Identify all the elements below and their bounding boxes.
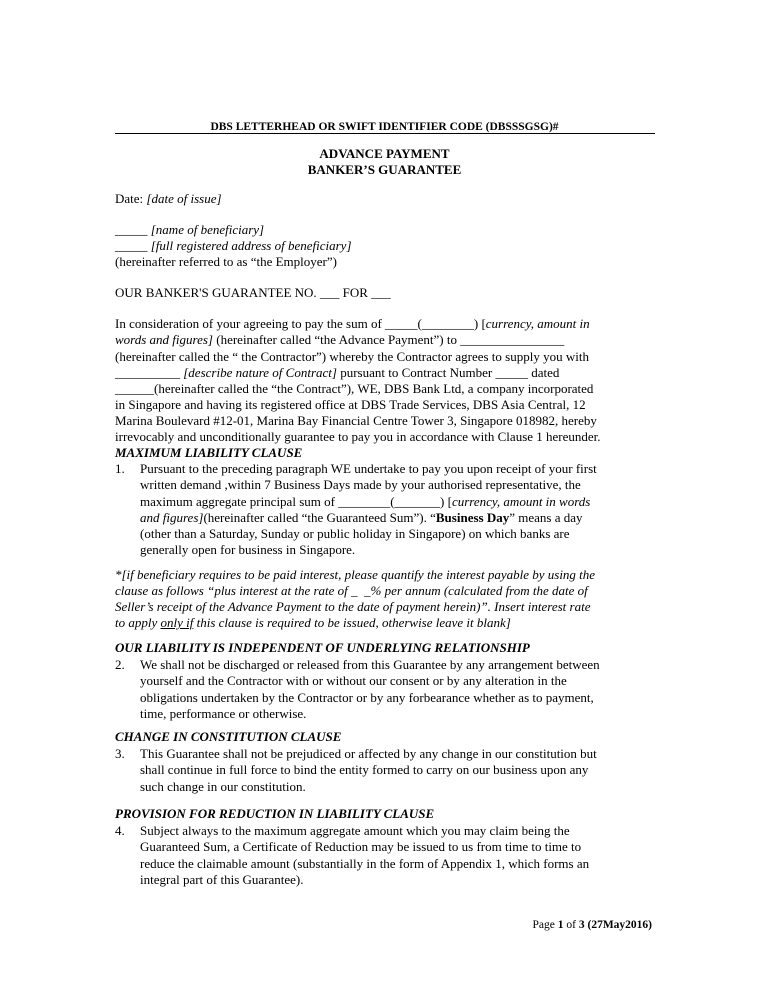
blank: _____: [115, 238, 151, 253]
date-value: [date of issue]: [146, 191, 222, 206]
text: currency, amount in: [485, 316, 590, 331]
text-line: [115, 316, 655, 332]
text: (hereinafter called “the Advance Payment”) to ________________: [213, 332, 565, 347]
text: clause as follows “plus interest at the rate of _ _% per annum (calculated from the date of: [115, 583, 588, 598]
text-line: ______(hereinafter called the “the Contract”), WE, DBS Bank Ltd, a company incorporated: [115, 381, 594, 396]
clause-2-text: [140, 657, 655, 722]
text: ” means a day: [509, 509, 583, 525]
beneficiary-name: [name of beneficiary]: [150, 222, 265, 237]
beneficiary-address-line: [115, 238, 655, 254]
clause-1-text: [140, 461, 655, 559]
clause-4-heading: PROVISION FOR REDUCTION IN LIABILITY CLAUSE: [115, 806, 435, 821]
text-line: We shall not be discharged or released from this Guarantee by any arrangement between: [140, 657, 600, 672]
text-line: reduce the claimable amount (substantially in the form of Appendix 1, which forms an: [140, 855, 590, 871]
blank: _____: [115, 222, 151, 237]
text-line: time, performance or otherwise.: [140, 705, 307, 721]
text-line: This Guarantee shall not be prejudiced or affected by any change in our constitution but: [140, 746, 597, 761]
clause-4-text: [140, 823, 655, 888]
text: [describe nature of Contract]: [183, 365, 337, 380]
clause-2-number: 2.: [115, 657, 125, 672]
clause-3-text: [140, 746, 655, 795]
clause-1-heading: MAXIMUM LIABILITY CLAUSE: [115, 445, 303, 460]
clause-1-number: 1.: [115, 461, 125, 476]
employer-reference: (hereinafter referred to as “the Employer”): [115, 254, 337, 269]
text-line: [115, 599, 655, 615]
text: __________: [115, 365, 184, 380]
text-line: [140, 510, 655, 526]
document-title-line2: BANKER’S GUARANTEE: [307, 162, 462, 177]
date-label: Date:: [115, 191, 147, 206]
text-line: Guaranteed Sum, a Certificate of Reduction may be issued to us from time to time to: [140, 839, 582, 855]
text-line: [115, 583, 655, 599]
clause-2-heading: OUR LIABILITY IS INDEPENDENT OF UNDERLYING RELATIONSHIP: [115, 640, 530, 655]
text-line: Marina Boulevard #12-01, Marina Bay Financial Centre Tower 3, Singapore 018982, hereby: [115, 413, 597, 428]
text: maximum aggregate principal sum of ________(_______) [: [140, 493, 452, 509]
text: words and figures]: [115, 332, 213, 347]
text-line: (hereinafter called the “ the Contractor”) whereby the Contractor agrees to supply you with: [115, 349, 589, 364]
beneficiary-name-line: [115, 222, 655, 238]
text: *[if beneficiary requires to be paid interest, please quantify the interest payable by using the: [115, 567, 596, 582]
footer-date: (27May2016): [584, 919, 652, 931]
text: pursuant to Contract Number _____ dated: [336, 365, 560, 380]
text-line: Subject always to the maximum aggregate amount which you may claim being the: [140, 823, 570, 838]
text: this clause is required to be issued, otherwise leave it blank]: [193, 615, 511, 630]
text-line: obligations undertaken by the Contractor or by any forbearance whether as to payment,: [140, 689, 594, 705]
text-line: [115, 615, 655, 631]
text: (hereinafter called “the Guaranteed Sum”). “: [203, 509, 436, 525]
text: In consideration of your agreeing to pay the sum of _____(________) [: [115, 316, 486, 331]
clause-3-number: 3.: [115, 746, 125, 761]
text-line: generally open for business in Singapore.: [140, 542, 356, 558]
text-line: [115, 365, 655, 381]
clause-4-number: 4.: [115, 823, 125, 838]
text-line: written demand ,within 7 Business Days made by your authorised representative, the: [140, 477, 581, 493]
text: only if: [160, 615, 194, 630]
letterhead-title: DBS LETTERHEAD OR SWIFT IDENTIFIER CODE (DBSSSGSG)#: [210, 121, 559, 133]
text-line: (other than a Saturday, Sunday or public holiday in Singapore) on which banks are: [140, 526, 570, 542]
text: currency, amount in words: [451, 493, 591, 509]
text-line: [140, 494, 655, 510]
text-line: [115, 332, 655, 348]
text: Business Day: [435, 509, 510, 525]
date-line: [115, 191, 655, 207]
text-line: in Singapore and having its registered office at DBS Trade Services, DBS Asia Central, 12: [115, 397, 586, 412]
beneficiary-address: [full registered address of beneficiary]: [150, 238, 352, 253]
clause-3-heading: CHANGE IN CONSTITUTION CLAUSE: [115, 729, 342, 744]
text: Page: [532, 919, 558, 931]
text: Seller’s receipt of the Advance Payment to the date of payment herein)”. Insert interest rate: [115, 599, 591, 614]
document-title-line1: ADVANCE PAYMENT: [319, 146, 450, 161]
text: of: [563, 919, 579, 931]
page-footer: [460, 919, 652, 931]
text-line: integral part of this Guarantee).: [140, 871, 304, 887]
guarantee-number-line: OUR BANKER'S GUARANTEE NO. ___ FOR ___: [115, 285, 391, 300]
header-divider: [115, 133, 655, 134]
text: to apply: [115, 615, 161, 630]
page-number: 1: [557, 919, 564, 931]
text: and figures]: [140, 509, 204, 525]
text-line: [115, 567, 655, 583]
text-line: yourself and the Contractor with or without our consent or by any alteration in the: [140, 673, 567, 689]
text-line: shall continue in full force to bind the entity formed to carry on our business upon any: [140, 762, 589, 778]
text-line: Pursuant to the preceding paragraph WE undertake to pay you upon receipt of your first: [140, 461, 597, 476]
text-line: irrevocably and unconditionally guarantee to pay you in accordance with Clause 1 hereunder.: [115, 429, 601, 444]
page-total: 3: [578, 919, 585, 931]
text-line: such change in our constitution.: [140, 778, 306, 794]
